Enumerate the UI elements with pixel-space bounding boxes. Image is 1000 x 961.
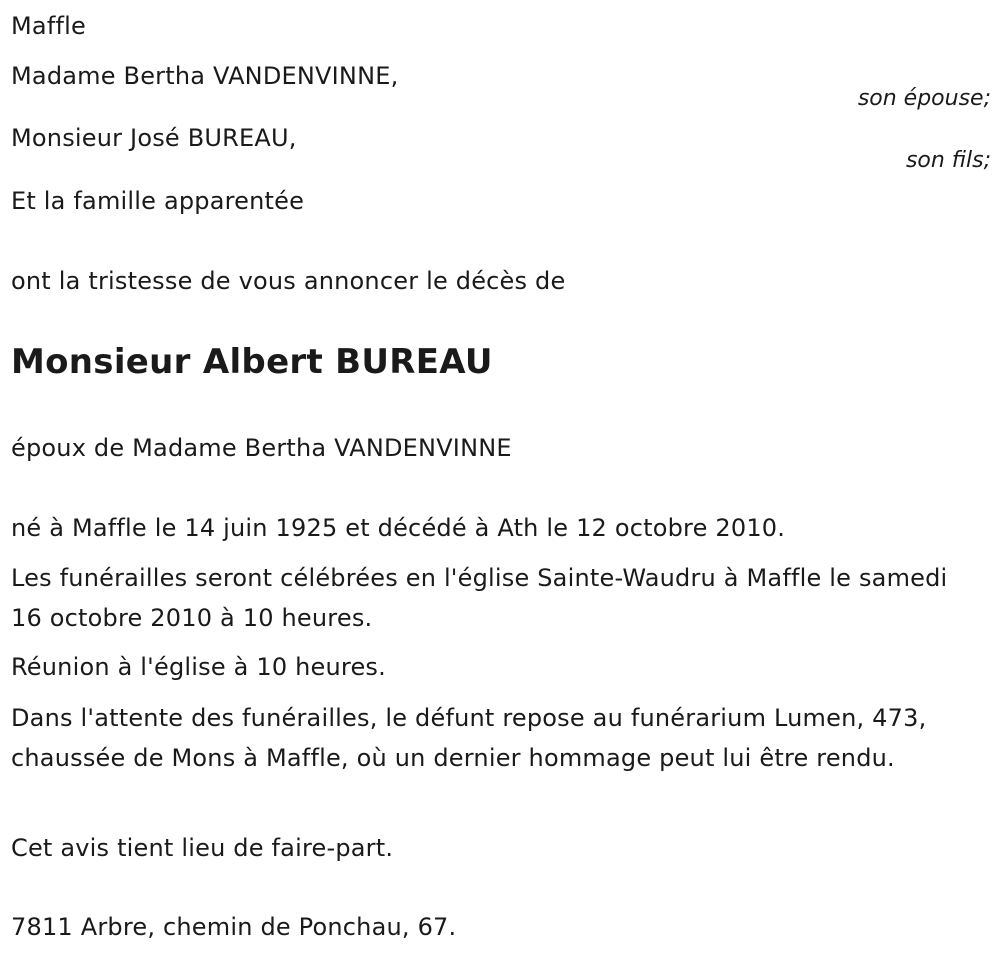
family-member-role: son fils; <box>905 148 991 173</box>
family-extra: Et la famille apparentée <box>11 187 305 215</box>
place-header: Maffle <box>11 12 86 40</box>
birth-death-line: né à Maffle le 14 juin 1925 et décédé à Ath le 12 octobre 2010. <box>11 514 786 542</box>
family-member-name: Madame Bertha VANDENVINNE, <box>11 62 399 90</box>
deceased-spouse: époux de Madame Bertha VANDENVINNE <box>11 434 512 462</box>
deceased-name: Monsieur Albert BUREAU <box>11 342 493 382</box>
meeting-details: Réunion à l'église à 10 heures. <box>11 653 386 681</box>
family-member-name: Monsieur José BUREAU, <box>11 124 297 152</box>
notice-line: Cet avis tient lieu de faire-part. <box>11 834 394 862</box>
viewing-details: Dans l'attente des funérailles, le défunt repose au funérarium Lumen, 473, chaussée de Mons à Maffle, où un dernier hommage peut lui être rendu. <box>11 704 927 772</box>
announcement: ont la tristesse de vous annoncer le décès de <box>11 267 566 295</box>
funeral-details: Les funérailles seront célébrées en l'église Sainte-Waudru à Maffle le samedi 16 octobre 2010 à 10 heures. <box>11 564 948 632</box>
family-member-role: son épouse; <box>857 86 991 111</box>
family-address: 7811 Arbre, chemin de Ponchau, 67. <box>11 913 457 941</box>
